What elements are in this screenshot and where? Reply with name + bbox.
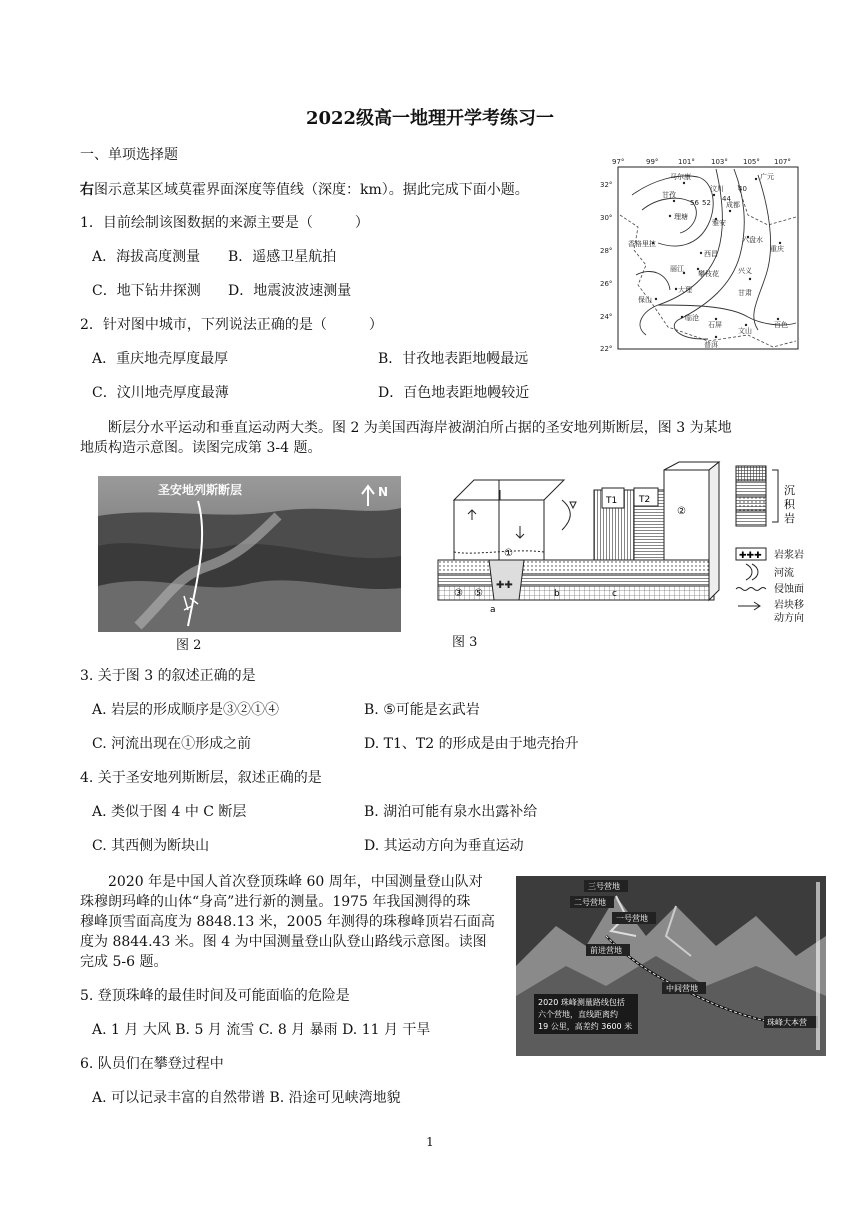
q1-option-d: D．地震波波速测量 bbox=[228, 283, 352, 299]
everest-route-photo bbox=[516, 876, 826, 1056]
map-lon-label: 97° bbox=[612, 158, 625, 166]
svg-text:✚✚✚: ✚✚✚ bbox=[739, 551, 762, 561]
legend-sedimentary-2: 积 bbox=[784, 498, 795, 511]
q5-stem: 5. 登顶珠峰的最佳时间及可能面临的危险是 bbox=[80, 988, 350, 1004]
q4-option-d: D. 其运动方向为垂直运动 bbox=[364, 838, 524, 854]
map-city: 保山 bbox=[638, 296, 652, 304]
q4-option-c: C. 其西侧为断块山 bbox=[92, 838, 210, 854]
q2-option-a: A．重庆地壳厚度最厚 bbox=[92, 351, 229, 367]
q1-stem: 1．目前绘制该图数据的来源主要是（ ） bbox=[80, 215, 369, 231]
legend-move-2: 动方向 bbox=[774, 613, 804, 624]
fig3-label-c: c bbox=[612, 589, 617, 599]
map-lon-label: 103° bbox=[711, 158, 728, 166]
map-city: 马尔康 bbox=[670, 173, 691, 181]
san-andreas-fault-photo bbox=[98, 476, 401, 632]
q3-option-c: C. 河流出现在①形成之前 bbox=[92, 736, 252, 752]
map-city: 临沧 bbox=[685, 314, 699, 322]
q6-options: A. 可以记录丰富的自然带谱 B. 沿途可见峡湾地貌 bbox=[92, 1090, 401, 1106]
route-note-line-2: 六个营地，直线距离约 bbox=[538, 1010, 618, 1019]
fig3-label-1: ① bbox=[504, 548, 513, 559]
section-heading: 一、单项选择题 bbox=[80, 147, 178, 163]
q3-option-d: D. T1、T2 的形成是由于地壳抬升 bbox=[364, 736, 579, 752]
legend-river: 河流 bbox=[774, 568, 794, 579]
fig3-label-b: b bbox=[554, 589, 560, 599]
map-city: 石屏 bbox=[708, 321, 722, 329]
contour-label: 56 bbox=[690, 199, 699, 207]
map-city: 大理 bbox=[678, 286, 692, 294]
q3-option-a: A. 岩层的形成顺序是③②①④ bbox=[92, 702, 280, 718]
fig3-caption: 图 3 bbox=[452, 635, 478, 650]
map-lon-label: 99° bbox=[646, 158, 659, 166]
intro-1-text: 图示意某区域莫霍界面深度等值线（深度：km）。据此完成下面小题。 bbox=[94, 182, 529, 198]
q6-stem: 6. 队员们在攀登过程中 bbox=[80, 1056, 224, 1072]
map-city: 广元 bbox=[760, 173, 774, 181]
q5-options: A. 1 月 大风 B. 5 月 流雪 C. 8 月 暴雨 D. 11 月 干旱 bbox=[92, 1022, 431, 1038]
passage-3-line-3: 穆峰顶雪面高度为 8848.13 米，2005 年测得的珠穆峰顶岩石面高 bbox=[80, 914, 495, 930]
fig3-label-2: ② bbox=[677, 506, 686, 517]
q3-option-b: B. ⑤可能是玄武岩 bbox=[364, 702, 480, 718]
q4-option-a: A. 类似于图 4 中 C 断层 bbox=[92, 804, 247, 820]
passage-2-line-2: 地质构造示意图。读图完成第 3-4 题。 bbox=[80, 440, 322, 456]
map-lat-label: 24° bbox=[600, 313, 613, 321]
map-city: 成都 bbox=[726, 201, 740, 209]
map-lat-label: 28° bbox=[600, 247, 613, 255]
contour-label: 44 bbox=[722, 195, 731, 203]
map-city: 普洱 bbox=[704, 341, 718, 349]
fig3-label-3: ③ bbox=[454, 588, 463, 599]
map-city: 甘肃 bbox=[738, 289, 752, 297]
contour-label: 52 bbox=[702, 199, 711, 207]
map-lat-label: 30° bbox=[600, 214, 613, 222]
intro-1-lead: 右 bbox=[80, 182, 94, 198]
map-lon-label: 101° bbox=[678, 158, 695, 166]
map-city: 重庆 bbox=[770, 245, 784, 253]
page-number: 1 bbox=[426, 1135, 434, 1149]
passage-3-line-2: 珠穆朗玛峰的山体“身高”进行新的测量。1975 年我国测得的珠 bbox=[80, 894, 471, 910]
north-arrow-label: N bbox=[378, 485, 389, 499]
map-city: 兴义 bbox=[738, 267, 752, 275]
moho-depth-map bbox=[598, 155, 804, 355]
map-city: 雅安 bbox=[712, 219, 726, 227]
q2-option-c: C．汶川地壳厚度最薄 bbox=[92, 385, 229, 401]
page-title: 2022级高一地理开学考练习一 bbox=[305, 108, 555, 129]
legend-erosion: 侵蚀面 bbox=[774, 584, 804, 595]
map-city: 文山 bbox=[738, 327, 752, 335]
map-city: 六盘水 bbox=[742, 236, 763, 244]
q1-option-c: C．地下钻井探测 bbox=[92, 283, 201, 299]
middle-camp-label: 中间营地 bbox=[666, 984, 698, 993]
q2-option-b: B．甘孜地表距地幔最远 bbox=[378, 351, 529, 367]
passage-2-line-1: 断层分水平运动和垂直运动两大类。图 2 为美国西海岸被湖泊所占据的圣安地列斯断层，图 3 为某地 bbox=[108, 420, 732, 436]
camp-1-label: 一号营地 bbox=[616, 914, 648, 923]
q1-option-b: B．遥感卫星航拍 bbox=[228, 249, 337, 265]
map-lon-label: 105° bbox=[743, 158, 760, 166]
legend-sedimentary-1: 沉 bbox=[784, 484, 795, 497]
map-lon-label: 107° bbox=[774, 158, 791, 166]
passage-3-line-1: 2020 年是中国人首次登顶珠峰 60 周年，中国测量登山队对 bbox=[108, 874, 483, 890]
map-lat-label: 22° bbox=[600, 345, 613, 353]
geologic-structure-diagram bbox=[434, 460, 834, 628]
camp-3-label: 三号营地 bbox=[588, 882, 620, 891]
fig2-overlay-title: 圣安地列斯断层 bbox=[158, 483, 243, 497]
intro-1 bbox=[80, 180, 529, 200]
base-camp-label: 珠峰大本营 bbox=[767, 1018, 807, 1027]
map-city: 百色 bbox=[774, 321, 788, 329]
map-lat-label: 26° bbox=[600, 280, 613, 288]
route-note-line-1: 2020 珠峰测量路线包括 bbox=[538, 998, 625, 1007]
map-city: 丽江 bbox=[670, 265, 684, 273]
legend-magma: 岩浆岩 bbox=[774, 550, 804, 561]
map-city: 汶川 bbox=[710, 185, 724, 193]
fig3-label-a: a bbox=[490, 605, 496, 615]
map-city: 甘孜 bbox=[662, 191, 676, 199]
q4-stem: 4. 关于圣安地列斯断层，叙述正确的是 bbox=[80, 770, 322, 786]
svg-text:✚✚: ✚✚ bbox=[496, 580, 513, 591]
contour-label: 40 bbox=[738, 185, 747, 193]
q3-stem: 3. 关于图 3 的叙述正确的是 bbox=[80, 668, 256, 684]
passage-3-line-5: 完成 5-6 题。 bbox=[80, 954, 168, 970]
fig3-label-5: ⑤ bbox=[474, 588, 483, 599]
map-city: 攀枝花 bbox=[698, 270, 719, 278]
map-lat-label: 32° bbox=[600, 181, 613, 189]
fig3-label-t2: T2 bbox=[639, 495, 651, 505]
legend-sedimentary-3: 岩 bbox=[784, 512, 795, 525]
map-city: 香格里拉 bbox=[628, 240, 656, 248]
route-note-line-3: 19 公里，高差约 3600 米 bbox=[538, 1022, 633, 1031]
q2-option-d: D．百色地表距地幔较近 bbox=[378, 385, 530, 401]
fig2-caption: 图 2 bbox=[176, 638, 202, 653]
advance-camp-label: 前进营地 bbox=[590, 946, 622, 955]
q2-stem: 2．针对图中城市，下列说法正确的是（ ） bbox=[80, 317, 383, 333]
q1-option-a: A．海拔高度测量 bbox=[92, 249, 201, 265]
passage-3-line-4: 度为 8844.43 米。图 4 为中国测量登山队登山路线示意图。读图 bbox=[80, 934, 487, 950]
q4-option-b: B. 湖泊可能有泉水出露补给 bbox=[364, 804, 538, 820]
map-city: 理塘 bbox=[674, 213, 688, 221]
map-city: 西昌 bbox=[704, 250, 718, 258]
legend-move-1: 岩块移 bbox=[774, 600, 804, 611]
fig3-label-t1: T1 bbox=[606, 496, 618, 506]
camp-2-label: 二号营地 bbox=[574, 898, 606, 907]
